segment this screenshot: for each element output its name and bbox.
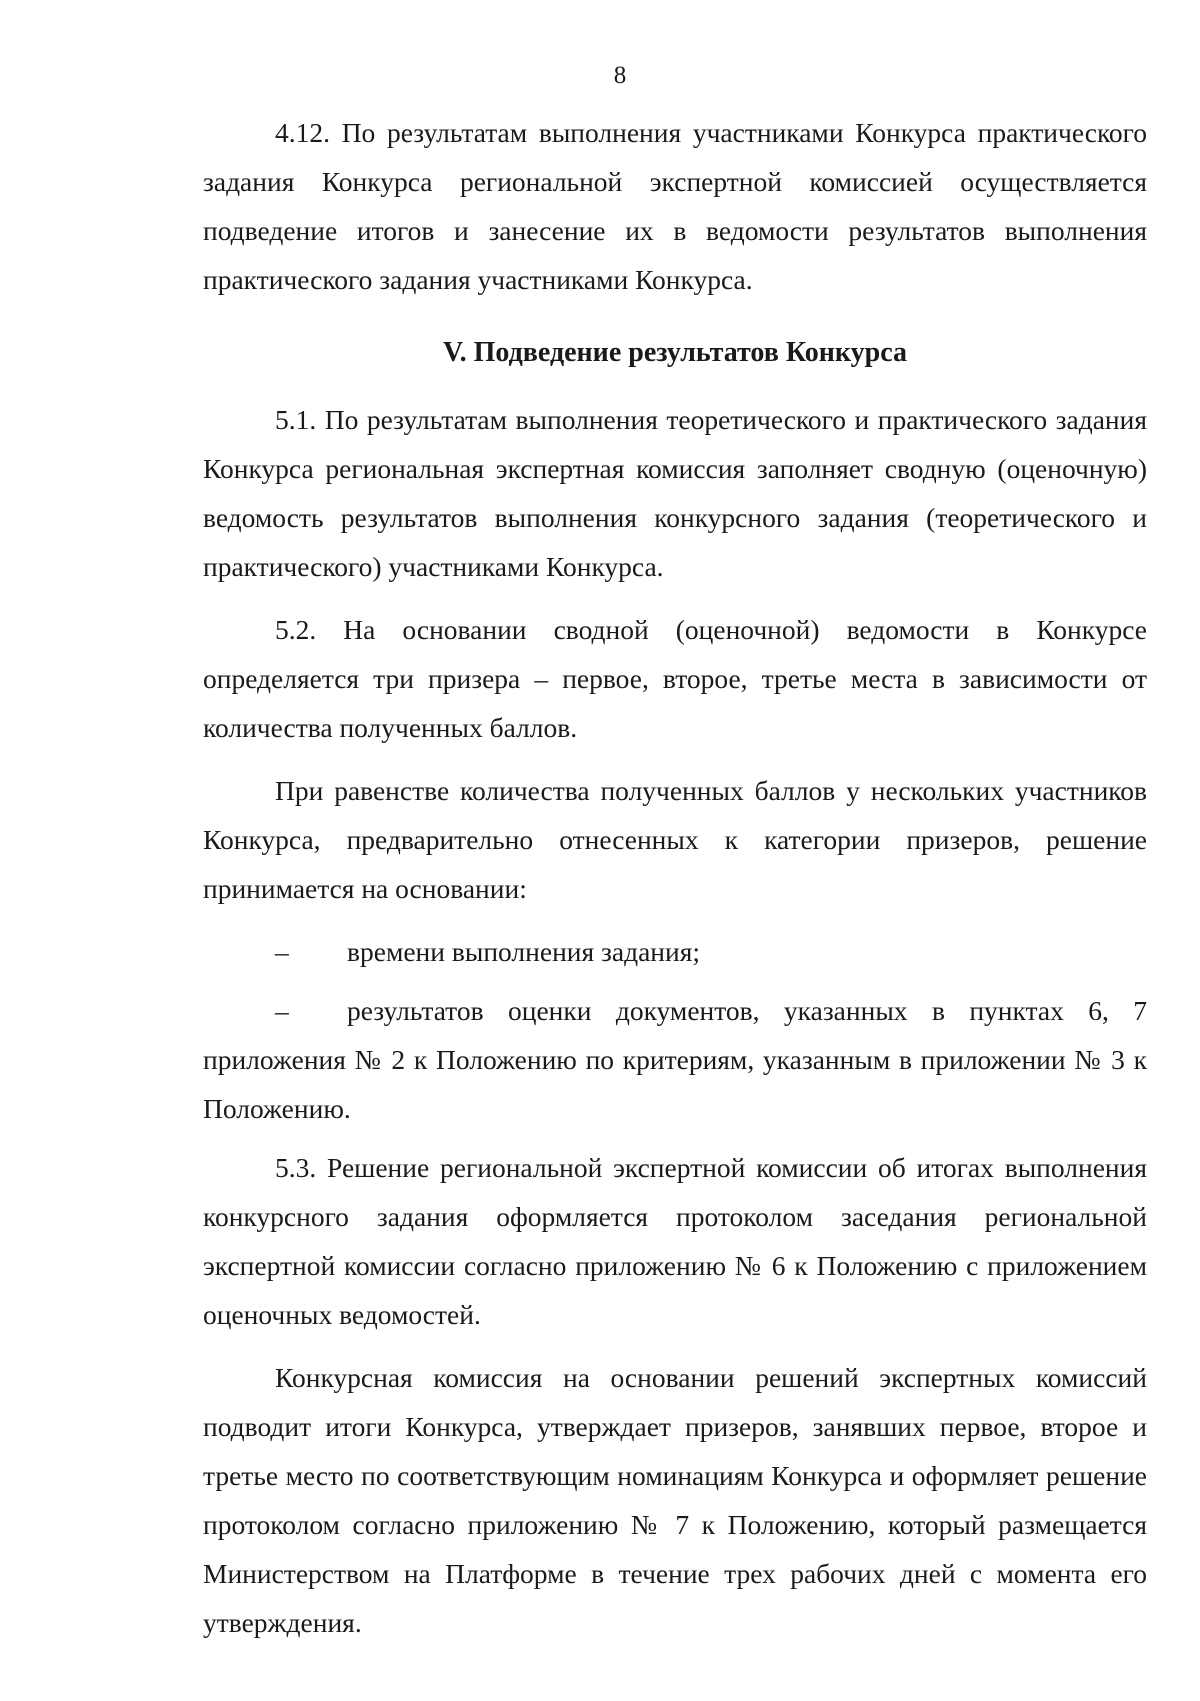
paragraph-5-3: 5.3. Решение региональной экспертной комиссии об итогах выполнения конкурсного задания оформляется протоколом заседания региональной экспертной комиссии согласно приложению № 6 к Положению с приложением оценочных ведомостей. [203, 1152, 1147, 1330]
list-dash: – [275, 995, 289, 1026]
list-item-text: результатов оценки документов, указанных в пунктах 6, 7 приложения № 2 к Положению по критериям, указанным в приложении № 3 к Положению. [203, 995, 1147, 1124]
paragraph-5-1: 5.1. По результатам выполнения теоретического и практического задания Конкурса региональная экспертная комиссия заполняет сводную (оценочную) ведомость результатов выполнения конкурсного задания (теоретического и практического) участниками Конкурса. [203, 404, 1147, 582]
list-item-text: времени выполнения задания; [347, 936, 701, 967]
paragraph-5-2: 5.2. На основании сводной (оценочной) ведомости в Конкурсе определяется три призера – первое, второе, третье места в зависимости от количества полученных баллов. [203, 614, 1147, 743]
list-dash: – [275, 936, 289, 967]
paragraph-tie-rule: При равенстве количества полученных баллов у нескольких участников Конкурса, предварительно отнесенных к категории призеров, решение принимается на основании: [203, 775, 1147, 904]
paragraph-4-12: 4.12. По результатам выполнения участниками Конкурса практического задания Конкурса региональной экспертной комиссией осуществляется подведение итогов и занесение их в ведомости результатов выполнения практического задания участниками Конкурса. [203, 117, 1147, 295]
section-heading-v: V. Подведение результатов Конкурса [443, 337, 907, 368]
list-item [203, 986, 1147, 1133]
paragraph-final: Конкурсная комиссия на основании решений экспертных комиссий подводит итоги Конкурса, утверждает призеров, занявших первое, второе и третье место по соответствующим номинациям Конкурса и оформляет решение протоколом согласно приложению № 7 к Положению, который размещается Министерством на Платформе в течение трех рабочих дней с момента его утверждения. [203, 1362, 1147, 1638]
page-number: 8 [613, 62, 627, 89]
document-body [203, 108, 1147, 1647]
list-item [203, 927, 1147, 976]
